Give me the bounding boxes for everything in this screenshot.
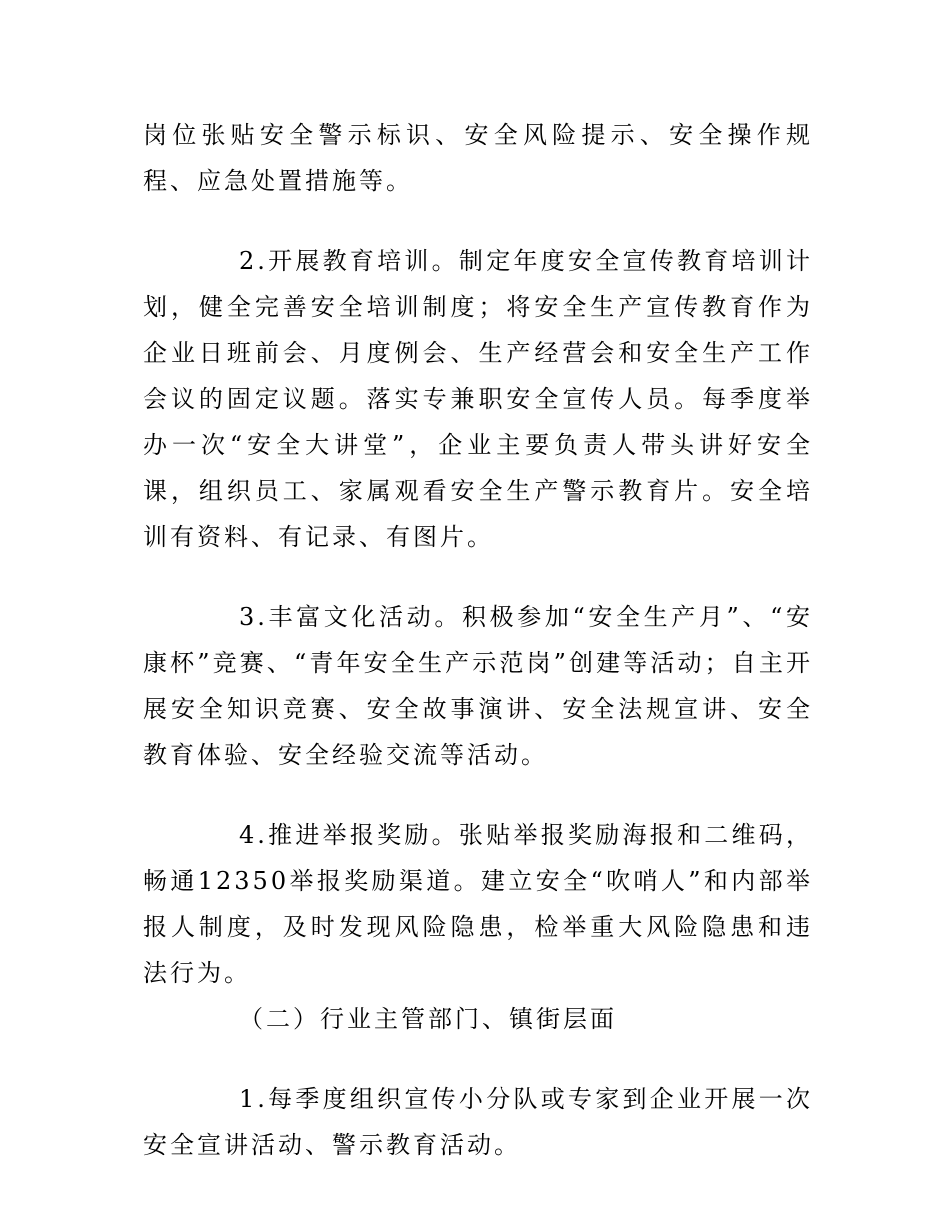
paragraph-quarterly-lectures: 1.每季度组织宣传小分队或专家到企业开展一次安全宣讲活动、警示教育活动。 xyxy=(143,1085,813,1159)
section-heading: （二）行业主管部门、镇街层面 xyxy=(239,1005,617,1033)
document-page xyxy=(143,112,813,1168)
paragraph-continued: 岗位张贴安全警示标识、安全风险提示、安全操作规程、应急处置措施等。 xyxy=(143,121,813,195)
paragraph-cultural-activities: 3.丰富文化活动。积极参加“安全生产月”、“安康杯”竞赛、“青年安全生产示范岗”创建等活动；自主开展安全知识竞赛、安全故事演讲、安全法规宣讲、安全教育体验、安全经验交流等活动。 xyxy=(143,603,813,769)
paragraph-report-rewards: 4.推进举报奖励。张贴举报奖励海报和二维码，畅通12350举报奖励渠道。建立安全“吹哨人”和内部举报人制度，及时发现风险隐患，检举重大风险隐患和违法行为。 xyxy=(143,821,813,987)
paragraph-education-training: 2.开展教育培训。制定年度安全宣传教育培训计划，健全完善安全培训制度；将安全生产宣传教育作为企业日班前会、月度例会、生产经营会和安全生产工作会议的固定议题。落实专兼职安全宣传人员。每季度举办一次“安全大讲堂”，企业主要负责人带头讲好安全课，组织员工、家属观看安全生产警示教育片。安全培训有资料、有记录、有图片。 xyxy=(143,247,813,551)
